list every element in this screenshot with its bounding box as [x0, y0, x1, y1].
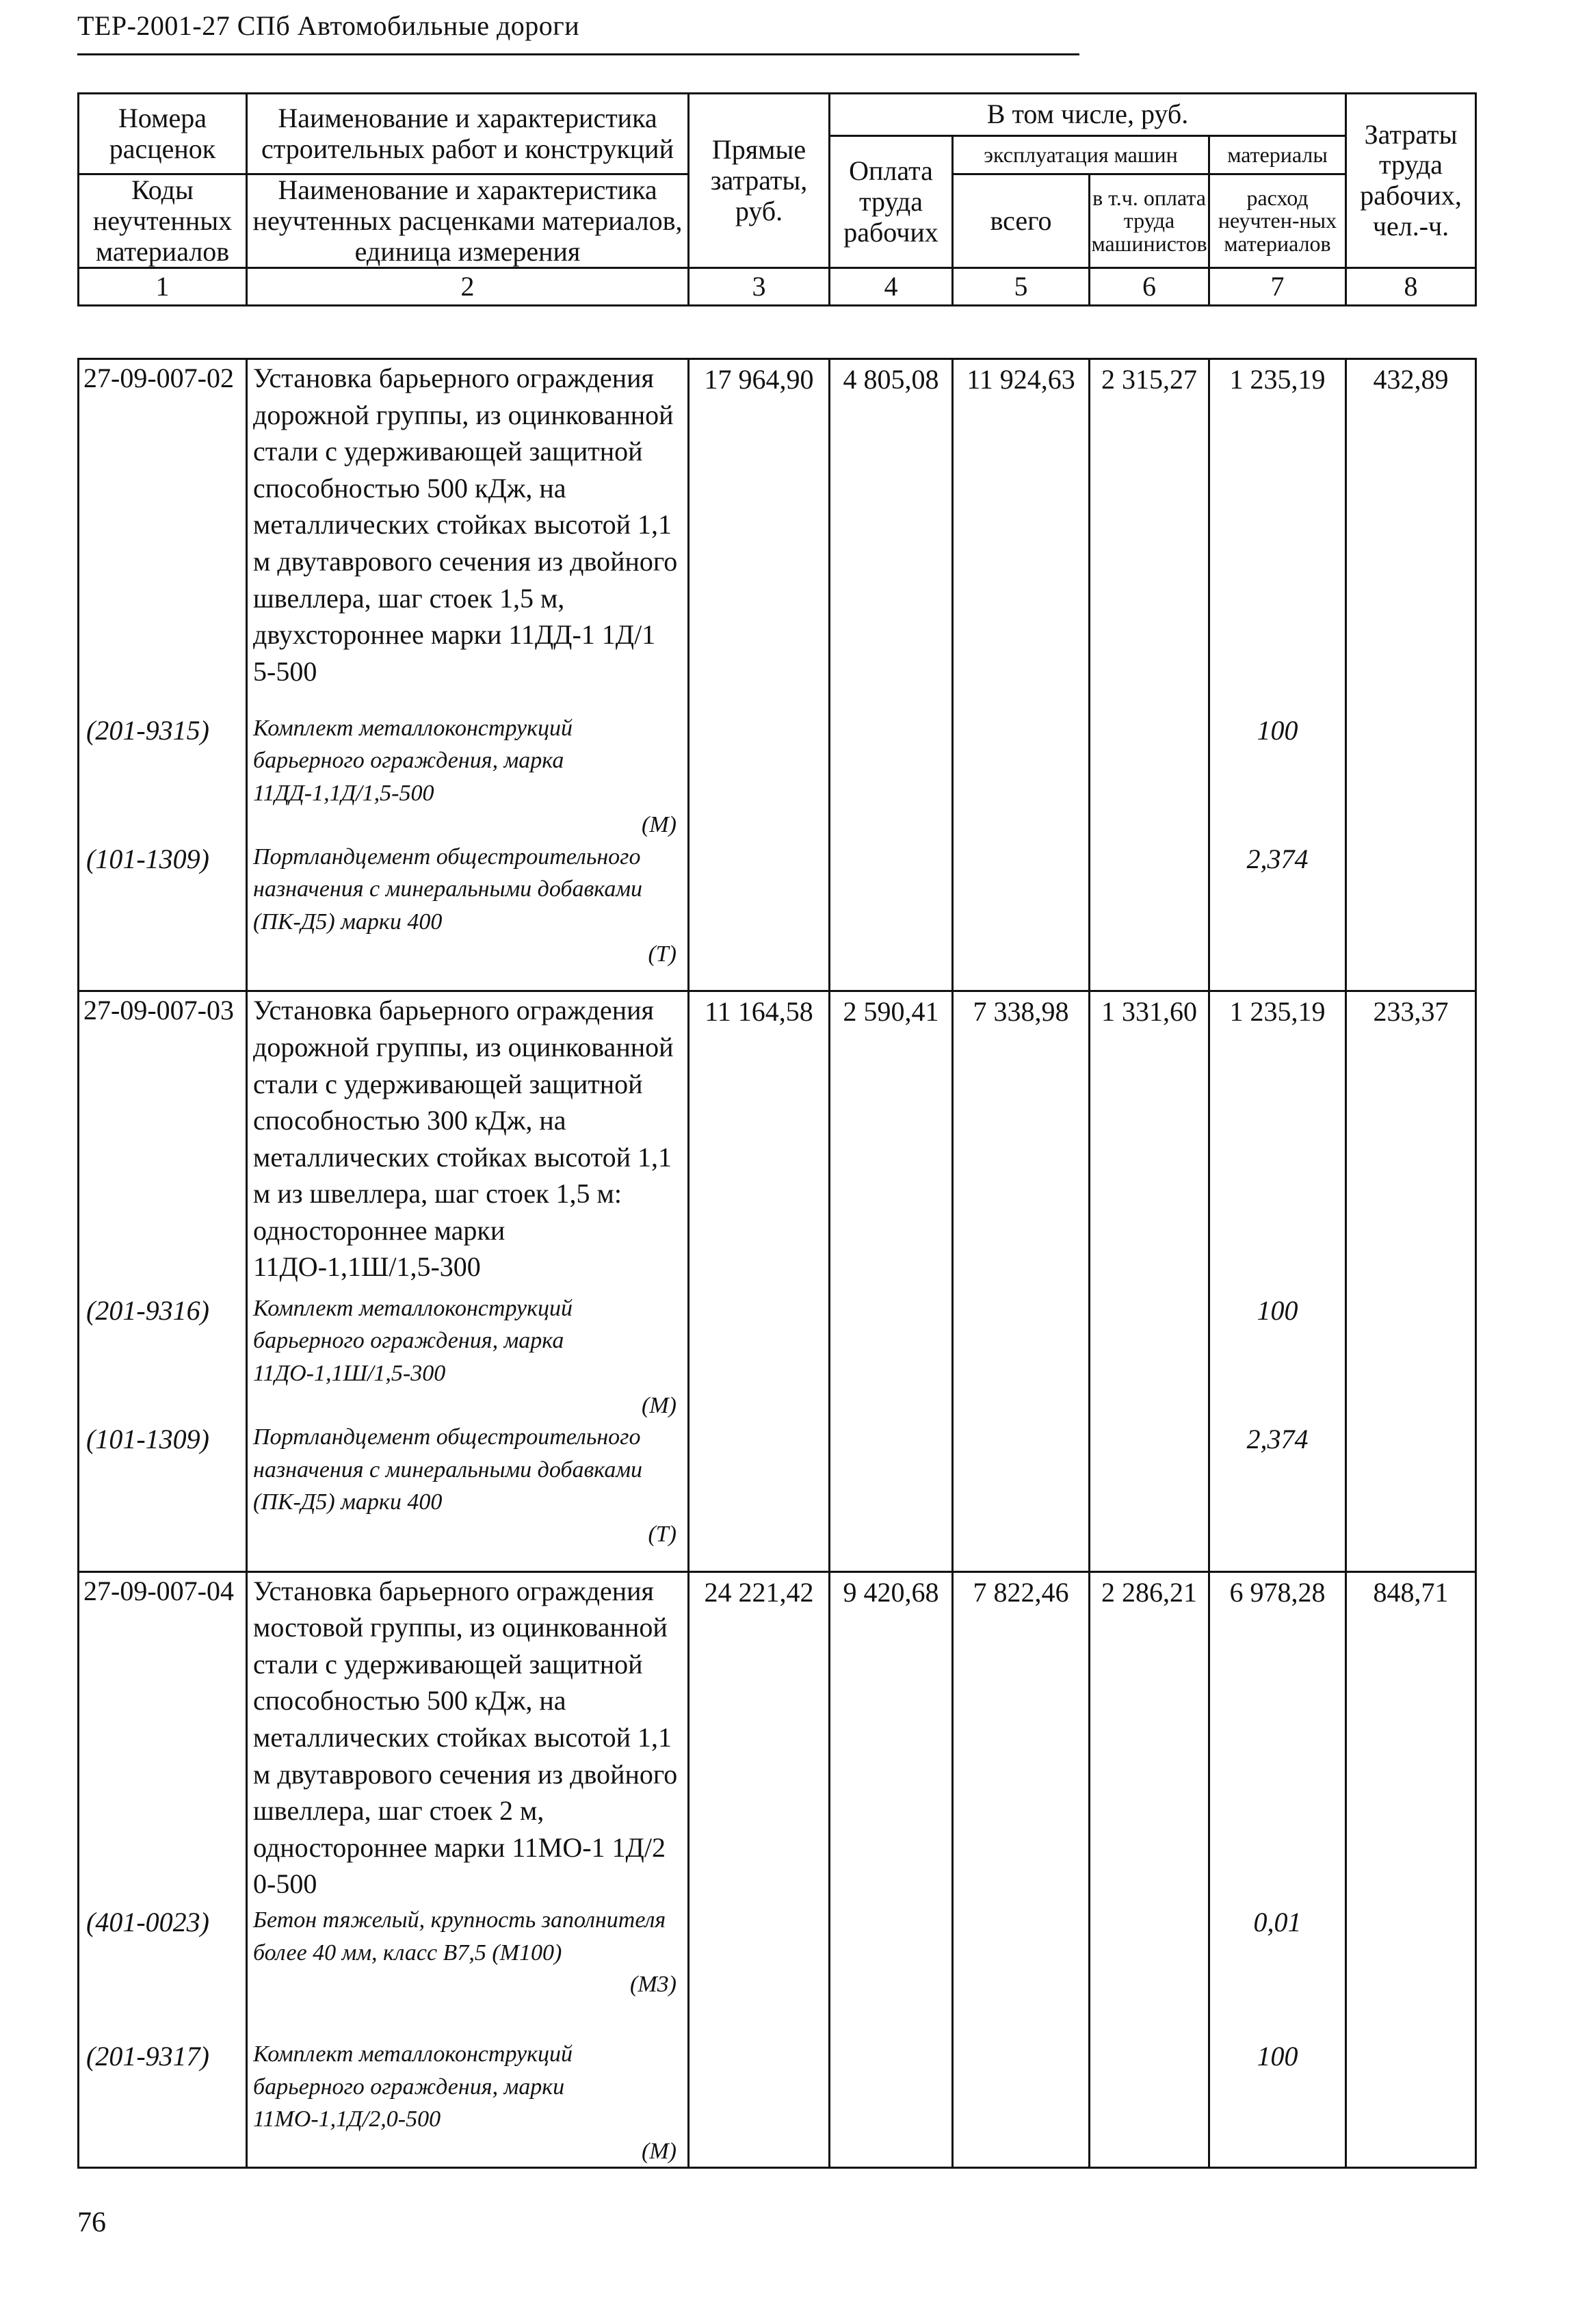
col-number: 8 [1346, 268, 1476, 306]
rate-title: Установка барьерного ограждения дорожной группы, из оцинкованной стали с удерживающей защитной способностью 500 кДж, на металлических стойках высотой 1,1 м двутаврового сечения из двойного швеллера, шаг стоек 1,5 м, двухстороннее марки 11ДД-1 1Д/1 5-500 [247, 359, 689, 712]
rate-code: 27-09-007-03 [79, 991, 247, 1292]
labor-hours: 432,89 [1346, 359, 1476, 712]
material-code: (201-9315) [79, 712, 247, 841]
machines-total: 7 338,98 [953, 991, 1090, 1292]
header-rate-numbers: Номера расценок [79, 94, 247, 174]
machines-total: 11 924,63 [953, 359, 1090, 712]
material-name: Комплект металлоконструкций барьерного ограждения, марки 11МО-1,1Д/2,0-500 [253, 2041, 573, 2132]
rate-code: 27-09-007-02 [79, 359, 247, 712]
header-rule [77, 53, 1079, 55]
material-name: Комплект металлоконструкций барьерного ограждения, марка 11ДД-1,1Д/1,5-500 [253, 715, 573, 806]
material-qty: 100 [1209, 2038, 1346, 2168]
material-unit: (Т) [648, 1521, 677, 1547]
material-row [79, 2038, 1476, 2168]
col-number: 6 [1090, 268, 1209, 306]
header-unaccounted-codes: Коды неучтенных материалов [79, 174, 247, 268]
column-header-table [77, 92, 1477, 306]
header-materials: материалы [1209, 136, 1346, 174]
material-unit: (М) [642, 1392, 677, 1418]
material-name: Портландцемент общестроительного назначения с минеральными добавками (ПК-Д5) марки 400 [253, 1424, 643, 1515]
rates-table [77, 358, 1477, 2169]
rate-code: 27-09-007-04 [79, 1571, 247, 1904]
material-qty: 2,374 [1209, 841, 1346, 991]
header-unaccounted-consumption: расход неучтен-ных материалов [1209, 174, 1346, 268]
header-direct-costs: Прямые затраты, руб. [689, 94, 830, 268]
direct-costs: 24 221,42 [689, 1571, 830, 1904]
header-machines-total: всего [953, 174, 1090, 268]
machinists-pay: 2 286,21 [1090, 1571, 1209, 1904]
material-code: (201-9316) [79, 1292, 247, 1421]
material-code: (101-1309) [79, 1421, 247, 1571]
col-number: 2 [247, 268, 689, 306]
material-unit: (Т) [648, 941, 677, 967]
materials-cost: 1 235,19 [1209, 359, 1346, 712]
machinists-pay: 1 331,60 [1090, 991, 1209, 1292]
rate-row [79, 991, 1476, 1292]
materials-cost: 6 978,28 [1209, 1571, 1346, 1904]
material-name: Портландцемент общестроительного назначения с минеральными добавками (ПК-Д5) марки 400 [253, 844, 643, 935]
material-row [79, 1292, 1476, 1421]
direct-costs: 11 164,58 [689, 991, 830, 1292]
labor-pay: 9 420,68 [830, 1571, 953, 1904]
machines-total: 7 822,46 [953, 1571, 1090, 1904]
material-row [79, 841, 1476, 991]
material-row [79, 1421, 1476, 1571]
header-group-including: В том числе, руб. [830, 94, 1346, 136]
header-machines: эксплуатация машин [953, 136, 1209, 174]
material-code: (101-1309) [79, 841, 247, 991]
rate-row [79, 1571, 1476, 1904]
material-qty: 2,374 [1209, 1421, 1346, 1571]
rate-title: Установка барьерного ограждения мостовой группы, из оцинкованной стали с удерживающей защитной способностью 500 кДж, на металлических стойках высотой 1,1 м двутаврового сечения из двойного швеллера, шаг стоек 2 м, одностороннее марки 11МО-1 1Д/2 0-500 [247, 1571, 689, 1904]
material-row [79, 1904, 1476, 2038]
material-unit: (М) [642, 2138, 677, 2164]
labor-pay: 2 590,41 [830, 991, 953, 1292]
material-name: Комплект металлоконструкций барьерного ограждения, марка 11ДО-1,1Ш/1,5-300 [253, 1295, 573, 1387]
machinists-pay: 2 315,27 [1090, 359, 1209, 712]
header-unaccounted-name: Наименование и характеристика неучтенных расценками материалов, единица измерения [247, 174, 689, 268]
rate-title: Установка барьерного ограждения дорожной группы, из оцинкованной стали с удерживающей защитной способностью 300 кДж, на металлических стойках высотой 1,1 м из швеллера, шаг стоек 1,5 м: одностороннее марки 11ДО-1,1Ш/1,5-300 [247, 991, 689, 1292]
material-qty: 100 [1209, 1292, 1346, 1421]
col-number: 7 [1209, 268, 1346, 306]
header-labor-pay: Оплата труда рабочих [830, 136, 953, 268]
material-row [79, 712, 1476, 841]
direct-costs: 17 964,90 [689, 359, 830, 712]
rate-row [79, 359, 1476, 712]
labor-hours: 848,71 [1346, 1571, 1476, 1904]
material-name: Бетон тяжелый, крупность заполнителя более 40 мм, класс В7,5 (М100) [253, 1907, 666, 1966]
col-number: 3 [689, 268, 830, 306]
col-number: 1 [79, 268, 247, 306]
col-number: 5 [953, 268, 1090, 306]
labor-hours: 233,37 [1346, 991, 1476, 1292]
header-works-name: Наименование и характеристика строительных работ и конструкций [247, 94, 689, 174]
page-number: 76 [77, 2207, 106, 2238]
material-unit: (М) [642, 812, 677, 838]
labor-pay: 4 805,08 [830, 359, 953, 712]
page-header: ТЕР-2001-27 СПб Автомобильные дороги [77, 10, 580, 41]
material-code: (401-0023) [79, 1904, 247, 2038]
materials-cost: 1 235,19 [1209, 991, 1346, 1292]
material-qty: 100 [1209, 712, 1346, 841]
col-number: 4 [830, 268, 953, 306]
material-unit: (М3) [630, 1972, 677, 1998]
header-labor-hours: Затраты труда рабочих, чел.-ч. [1346, 94, 1476, 268]
material-code: (201-9317) [79, 2038, 247, 2168]
header-machinists-pay: в т.ч. оплата труда машинистов [1090, 174, 1209, 268]
material-qty: 0,01 [1209, 1904, 1346, 2038]
